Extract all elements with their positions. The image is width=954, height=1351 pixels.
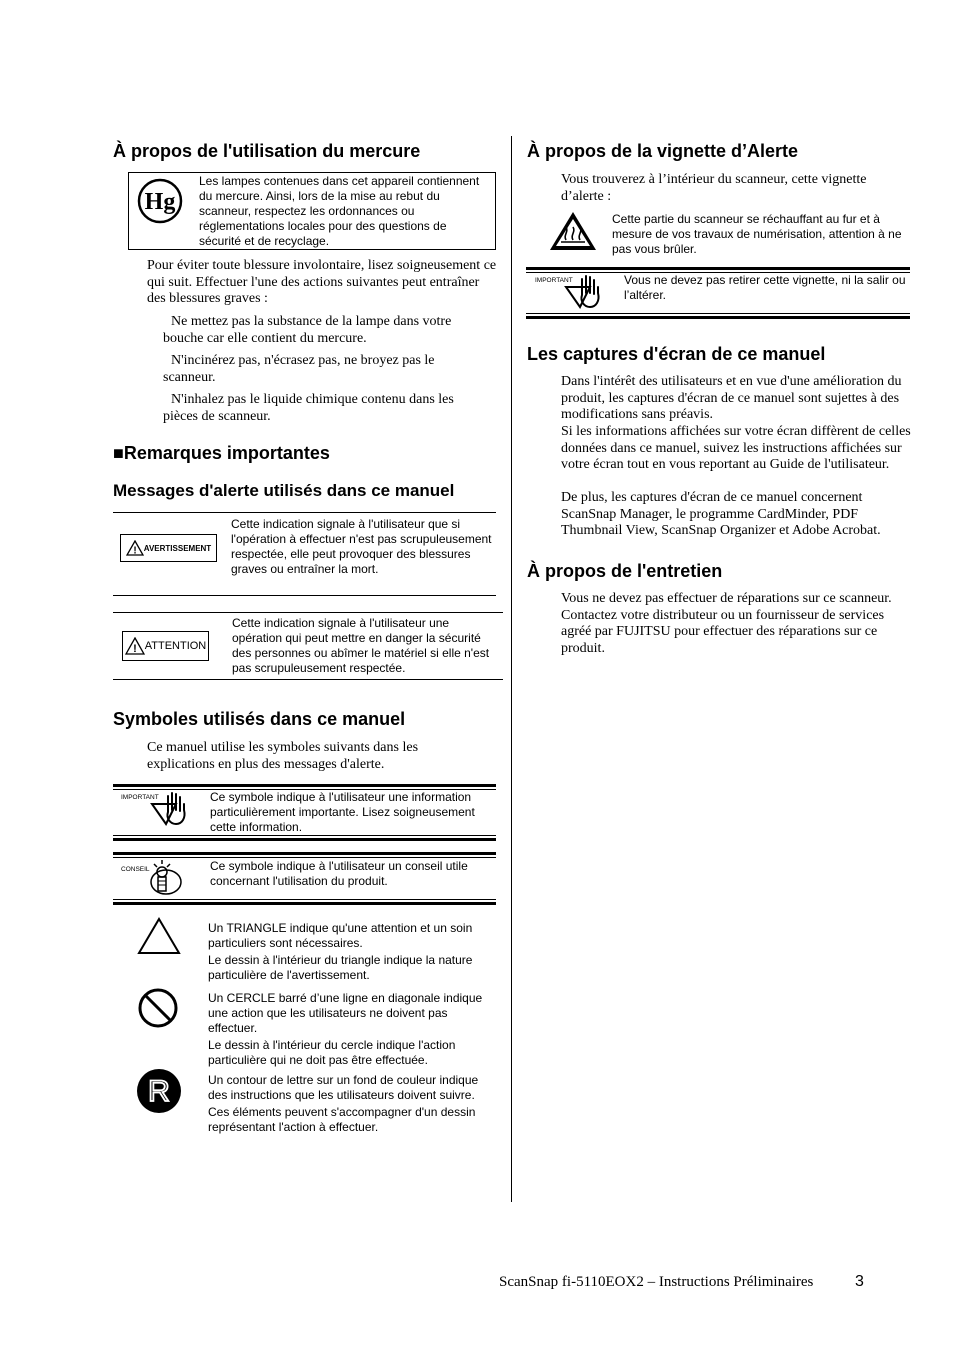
vignette-important-label: IMPORTANT [535, 277, 573, 284]
hint-bottom-thin-rule [113, 899, 496, 900]
important-label: IMPORTANT [121, 794, 159, 801]
svg-text:!: ! [132, 643, 137, 655]
mercury-icon [137, 178, 183, 224]
caution-bottom-rule [113, 679, 503, 680]
screens-paragraph-1: Dans l'intérêt des utilisateurs et en vue d'une amélioration du produit, les captures d'écran de ce manuel sont sujettes à des modifications sans préavis. [561, 374, 902, 423]
mercury-item-2: N'incinérez pas, n'écrasez pas, ne broyez pas le scanneur. [163, 353, 435, 385]
page-number: 3 [855, 1273, 864, 1290]
svg-text:!: ! [133, 545, 137, 556]
alerts-heading: Messages d'alerte utilisés dans ce manuel [113, 481, 455, 500]
caution-triangle-icon [125, 637, 145, 655]
symbols-heading: Symboles utilisés dans ce manuel [113, 709, 406, 729]
vignette-important-text: Vous ne devez pas retirer cette vignette, ni la salir ou l’altérer. [624, 273, 906, 302]
screens-heading: Les captures d'écran de ce manuel [527, 344, 826, 364]
remarks-heading: ■Remarques importantes [113, 443, 330, 463]
screens-paragraph-3: De plus, les captures d'écran de ce manuel concernent ScanSnap Manager, le programme CardMinder, PDF Thumbnail View, ScanSnap Organizer et Adobe Acrobat. [561, 490, 881, 539]
caution-label-box [122, 631, 209, 661]
caution-label: ATTENTION [144, 640, 207, 652]
mercury-intro: Pour éviter toute blessure involontaire, lisez soigneusement ce qui suit. Effectuer l'une des actions suivantes peut entraîner des blessures graves : [147, 258, 497, 307]
mandatory-action-icon [136, 1068, 182, 1114]
mercury-notice-box [128, 172, 496, 250]
caution-text: Cette indication signale à l'utilisateur une opération qui peut mettre en danger la sécurité des personnes ou abîmer le matériel si elle n'est pas scrupuleusement respectée. [232, 616, 490, 675]
hot-surface-icon [548, 210, 598, 252]
warning-label-box [120, 534, 217, 562]
warning-text: Cette indication signale à l'utilisateur que si l'opération à effectuer n'est pas scrupuleusement respectée, elle peut provoquer des blessures graves ou entraîner la mort. [231, 517, 492, 576]
important-hand-icon [150, 790, 192, 828]
vignette-heading: À propos de la vignette d’Alerte [527, 141, 799, 161]
vignette-important-hand-icon [564, 273, 606, 311]
mercury-item-3: N'inhalez pas le liquide chimique contenu dans les pièces de scanneur. [163, 392, 454, 424]
symbols-intro: Ce manuel utilise les symboles suivants dans les explications en plus des messages d'alerte. [147, 740, 419, 772]
circle-text-2: Le dessin à l'intérieur du cercle indique l'action particulière qui ne doit pas être effectuée. [208, 1038, 456, 1067]
hint-bottom-rule [113, 902, 496, 905]
important-text: Ce symbole indique à l'utilisateur une information particulièrement importante. Lisez soigneusement cette information. [210, 790, 475, 834]
warning-label: AVERTISSEMENT [143, 543, 212, 553]
mandatory-letter: R [148, 1075, 170, 1108]
lightbulb-icon [146, 858, 186, 898]
triangle-icon [136, 916, 182, 956]
caution-top-rule [113, 612, 503, 613]
vignette-important-bottom-thin-rule [526, 313, 910, 314]
hint-top-rule [113, 852, 496, 855]
r-text-2: Ces éléments peuvent s'accompagner d'un dessin représentant l'action à effectuer. [208, 1105, 476, 1134]
maintenance-heading: À propos de l'entretien [527, 561, 723, 581]
hint-label: CONSEIL [121, 866, 150, 873]
triangle-text-2: Le dessin à l'intérieur du triangle indique la nature particulière de l'avertissement. [208, 953, 473, 982]
important-top-rule [113, 784, 496, 787]
important-bottom-thin-rule [113, 835, 496, 836]
vignette-intro: Vous trouverez à l’intérieur du scanneur, cette vignette d’alerte : [561, 172, 867, 204]
maintenance-text: Vous ne devez pas effectuer de réparations sur ce scanneur. Contactez votre distributeur ou un fournisseur de services agréé par FUJITSU pour effectuer des réparations sur ce produit. [561, 591, 892, 656]
mercury-icon-text: Hg [144, 189, 176, 215]
warning-top-rule [113, 512, 496, 513]
vignette-important-top-rule [526, 267, 910, 270]
warning-triangle-icon [126, 540, 144, 556]
circle-text-1: Un CERCLE barré d’une ligne en diagonale indique une action que les utilisateurs ne doivent pas effectuer. [208, 991, 483, 1035]
hint-text: Ce symbole indique à l'utilisateur un conseil utile concernant l'utilisation du produit. [210, 859, 468, 888]
important-bottom-rule [113, 838, 496, 841]
prohibition-icon [136, 986, 180, 1030]
warning-bottom-rule [113, 595, 496, 596]
mercury-heading: À propos de l'utilisation du mercure [113, 141, 421, 161]
footer-title: ScanSnap fi-5110EOX2 – Instructions Préliminaires [499, 1274, 814, 1290]
screens-paragraph-2: Si les informations affichées sur votre écran diffèrent de celles données dans ce manuel, suivez les instructions affichées sur votre écran tout en vous reportant au Guide de l'utilisateur. [561, 424, 911, 473]
square-bullet-icon: ■ [113, 443, 124, 463]
column-divider [511, 136, 512, 1202]
mercury-notice-text: Les lampes contenues dans cet appareil contiennent du mercure. Ainsi, lors de la mise au rebut du scanneur, respectez les ordonnances ou réglementations locales pour des questions de sécurité et de recyclage. [199, 174, 480, 248]
vignette-important-bottom-rule [526, 316, 910, 319]
triangle-text-1: Un TRIANGLE indique qu'une attention et un soin particuliers sont nécessaires. [208, 921, 473, 950]
hot-text: Cette partie du scanneur se réchauffant au fur et à mesure de vos travaux de numérisation, attention à ne pas vous brûler. [612, 212, 902, 256]
r-text-1: Un contour de lettre sur un fond de couleur indique des instructions que les utilisateurs doivent suivre. [208, 1073, 479, 1102]
mercury-item-1: Ne mettez pas la substance de la lampe dans votre bouche car elle contient du mercure. [163, 314, 452, 346]
